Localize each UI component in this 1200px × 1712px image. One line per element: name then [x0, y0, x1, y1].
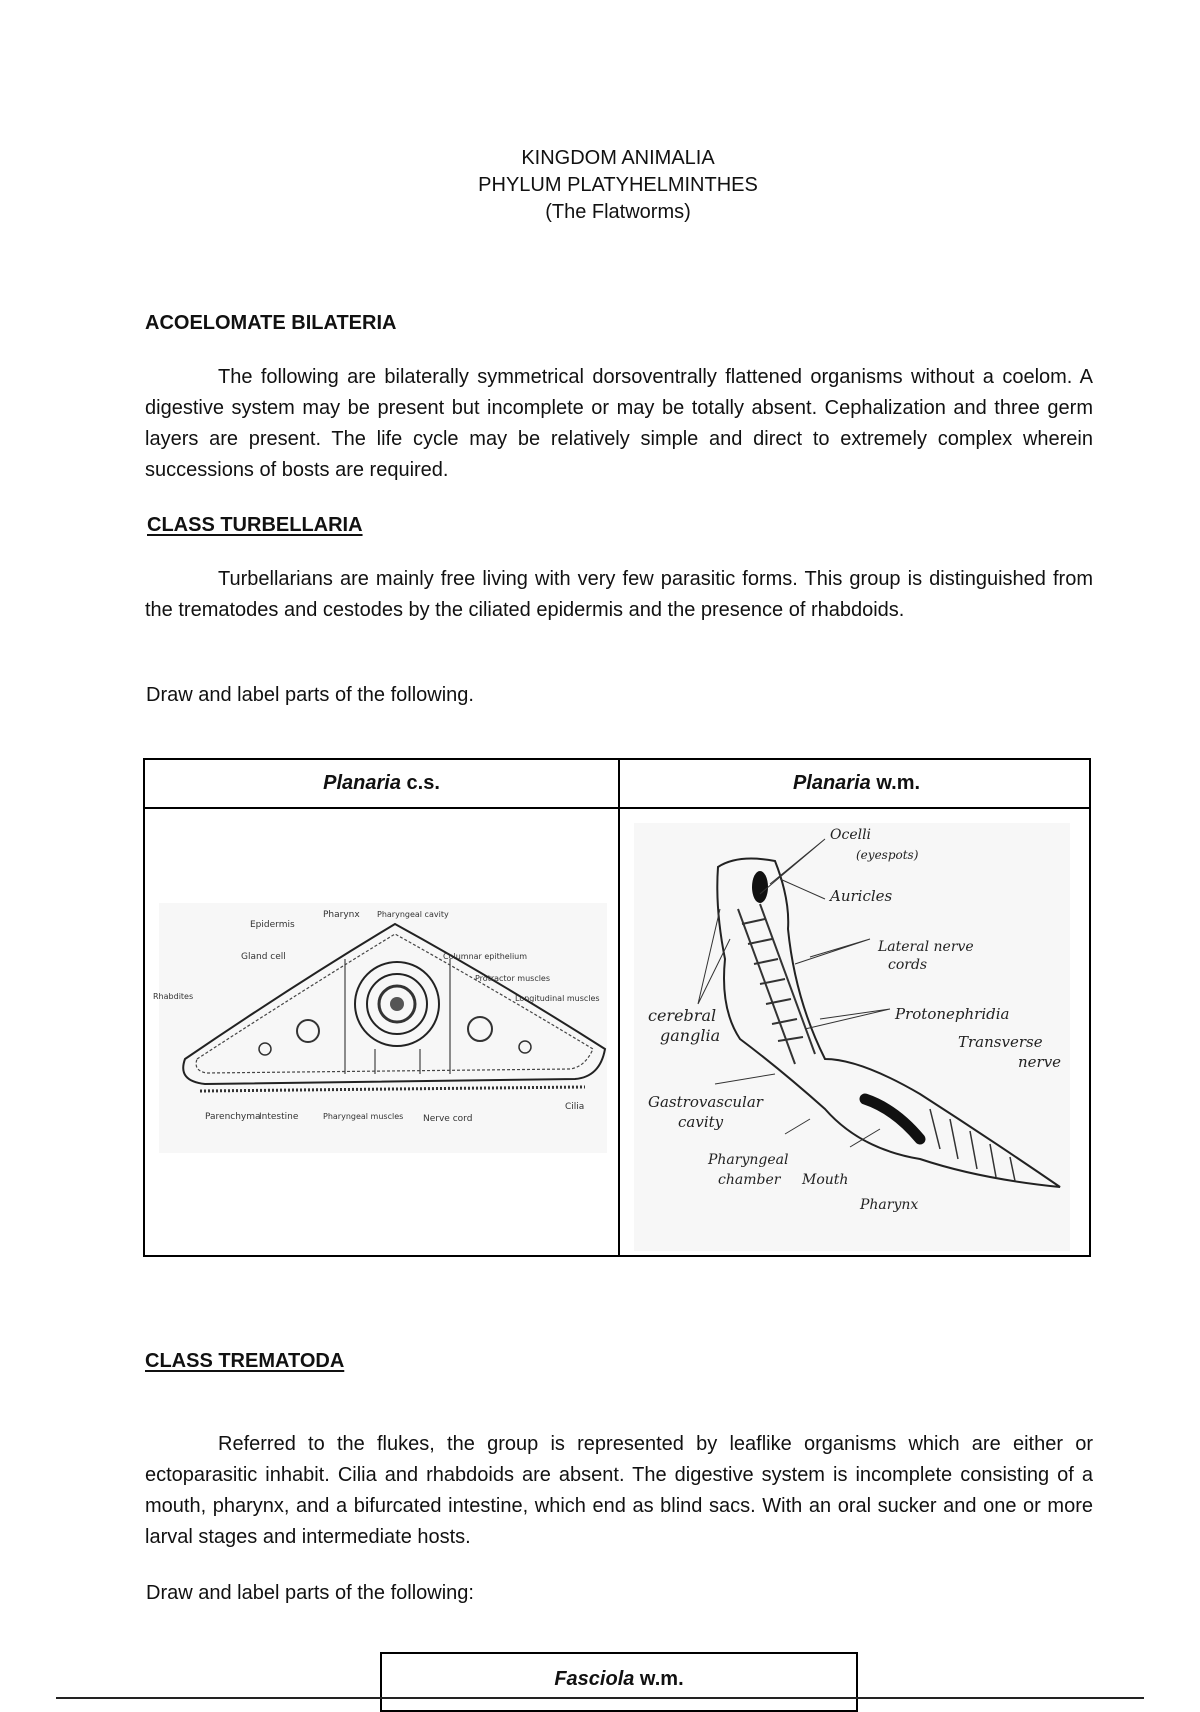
label-mouth: Mouth — [802, 1172, 849, 1188]
label-pharyngeal-cavity: Pharyngeal cavity — [377, 910, 449, 919]
planaria-cs-figure — [145, 809, 618, 1257]
fasciola-table-header — [380, 1652, 858, 1712]
label-gastrovascular: Gastrovascular — [648, 1093, 763, 1111]
acoelomate-paragraph: The following are bilaterally symmetrical dorsoventrally flattened organisms without a coelom. A digestive system may be present but incomplete or may be totally absent. Cephalization and three germ layers are present. The life cycle may be relatively simple and direct to extremely complex wherein successions of bosts are required. — [145, 366, 1093, 481]
intestinal-branches — [930, 1109, 1015, 1181]
label-cilia: Cilia — [565, 1102, 585, 1112]
genus-name: Planaria — [792, 772, 871, 794]
ocelli-eyespot — [752, 871, 768, 903]
label-columnar-epithelium: Columnar epithelium — [443, 952, 528, 961]
label-cavity: cavity — [678, 1113, 724, 1131]
document-title — [0, 145, 1200, 226]
genus-name: Fasciola — [554, 1668, 635, 1690]
pharynx-center — [390, 997, 404, 1011]
trematoda-instruction: Draw and label parts of the following: — [146, 1582, 474, 1604]
label-parenchyma: Parenchyma — [205, 1112, 261, 1122]
label-cords: cords — [888, 957, 928, 973]
planaria-wm-figure — [620, 809, 1091, 1257]
genus-name: Planaria — [323, 772, 401, 794]
label-protonephridia: Protonephridia — [895, 1005, 1010, 1023]
label-pharyngeal: Pharyngeal — [708, 1152, 789, 1168]
dorsoventral-muscles — [345, 959, 450, 1074]
label-lateral-nerve: Lateral nerve — [878, 939, 974, 955]
label-nerve: nerve — [1018, 1053, 1062, 1071]
turbellaria-paragraph: Turbellarians are mainly free living with very few parasitic forms. This group is distinguished from the trematodes and cestodes by the ciliated epidermis and the presence of rhabdoids. — [145, 568, 1093, 621]
label-gland-cell: Gland cell — [241, 952, 286, 962]
mount-type: c.s. — [400, 772, 440, 794]
label-chamber: chamber — [718, 1172, 781, 1188]
section-heading-trematoda: CLASS TREMATODA — [145, 1350, 345, 1372]
label-intestine: Intestine — [259, 1112, 299, 1122]
table-header-planaria-cs — [145, 772, 618, 795]
turbellaria-instruction: Draw and label parts of the following. — [146, 684, 474, 706]
kingdom-title: KINGDOM ANIMALIA — [521, 147, 715, 169]
section-heading-acoelomate: ACOELOMATE BILATERIA — [145, 312, 397, 334]
label-longitudinal-muscles: Longitudinal muscles — [515, 994, 600, 1003]
planaria-cs-cell — [145, 809, 618, 1257]
label-pharynx: Pharynx — [860, 1197, 919, 1213]
label-auricles: Auricles — [830, 887, 893, 905]
label-transverse: Transverse — [958, 1033, 1043, 1051]
label-protractor-muscles: Protractor muscles — [475, 974, 551, 983]
planaria-table — [143, 758, 1091, 1257]
label-pharyngeal-muscles: Pharyngeal muscles — [323, 1112, 404, 1121]
cilia-row — [200, 1087, 585, 1091]
intestine-branch — [519, 1041, 531, 1053]
table-header-planaria-wm — [620, 772, 1093, 795]
section-heading-turbellaria: CLASS TURBELLARIA — [147, 514, 363, 536]
trematoda-paragraph: Referred to the flukes, the group is represented by leaflike organisms which are either or ectoparasitic inhabit. Cilia and rhabdoids are absent. The digestive system is incomplete consisting of a mouth, pharynx, and a bifurcated intestine, which end as blind sacs. With an oral sucker and one or more larval stages and intermediate hosts. — [145, 1433, 1093, 1548]
label-ocelli: Ocelli — [830, 827, 872, 843]
label-pharynx: Pharynx — [323, 910, 360, 920]
label-nerve-cord: Nerve cord — [423, 1114, 473, 1124]
common-name: (The Flatworms) — [545, 201, 691, 223]
label-ganglia: ganglia — [660, 1026, 721, 1045]
mount-type: w.m. — [634, 1668, 684, 1690]
intestine-branch — [259, 1043, 271, 1055]
planaria-wm-cell — [620, 809, 1091, 1257]
intestine-branch — [468, 1017, 492, 1041]
phylum-title: PHYLUM PLATYHELMINTHES — [478, 174, 758, 196]
label-rhabdites: Rhabdites — [153, 992, 194, 1001]
intestine-branch — [297, 1020, 319, 1042]
lateral-nerve-cords — [738, 904, 815, 1064]
mount-type: w.m. — [870, 772, 921, 794]
label-eyespots: (eyespots) — [856, 848, 919, 862]
page-bottom-rule — [56, 1697, 1144, 1699]
label-epidermis: Epidermis — [250, 920, 295, 930]
label-cerebral: cerebral — [648, 1006, 717, 1025]
